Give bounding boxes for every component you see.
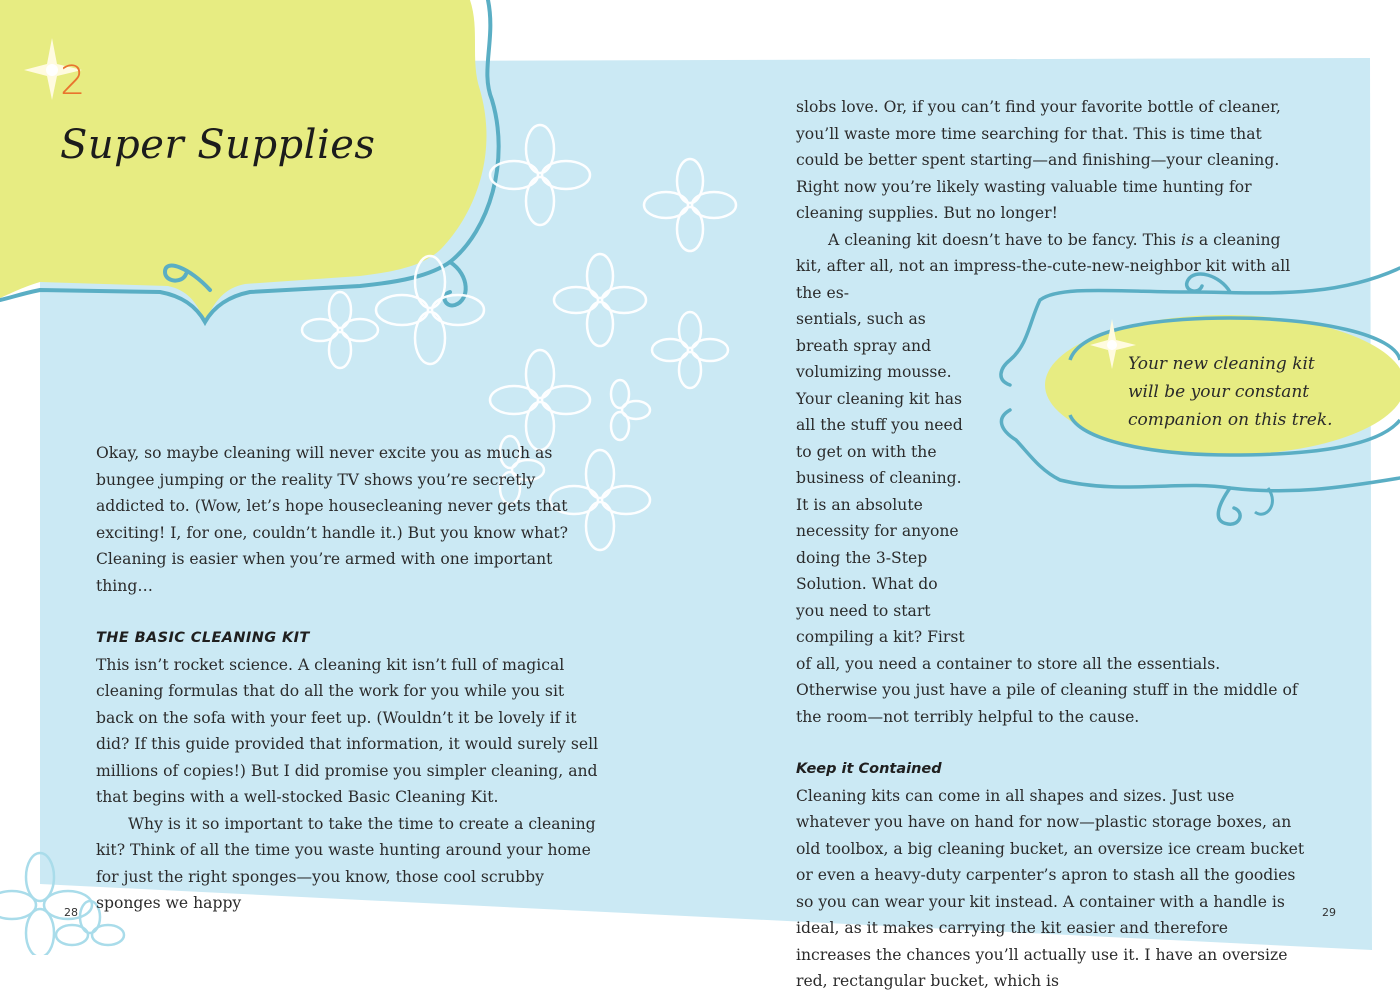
right-paragraph-2-start: A cleaning kit doesn’t have to be fancy. This is a cleaning kit, after all, not an impress-the-cute-new-neighbor kit with all the es- [796,230,1291,302]
left-paragraph-1: This isn’t rocket science. A cleaning kit isn’t full of magical cleaning formulas that do all the work for you while you sit back on the sofa with your feet up. (Wouldn’t it be lovely if it did? If this guide provided that information, it would surely sell millions of copies!) But I did promise you simpler cleaning, and that begins with a well-stocked Basic Cleaning Kit. [96,655,599,806]
left-paragraph-2: Why is it so important to take the time to create a cleaning kit? Think of all the time you waste hunting around your home for just the right sponges—you know, those cool scrubby sponges we happy [96,814,596,912]
right-paragraph-2-end: of all, you need a container to store all the essentials. Otherwise you just have a pile of cleaning stuff in the middle of the room—not terribly helpful to the cause. [796,654,1298,726]
chapter-number: 2 [60,58,86,104]
pull-quote-line-1: Your new cleaning kit [1128,354,1315,374]
intro-paragraph: Okay, so maybe cleaning will never excite you as much as bungee jumping or the reality TV shows you’re secretly addicted to. (Wow, let’s hope housecleaning never gets that exciting! I, for one, couldn’t handle it.) But you know what? Cleaning is easier when you’re armed with one important thing… [96,444,569,595]
right-page-text [796,94,1306,995]
pull-quote [1128,350,1358,434]
pull-quote-line-3: companion on this trek. [1128,410,1333,430]
page-number-right: 29 [1322,906,1336,919]
right-paragraph-1: slobs love. Or, if you can’t find your favorite bottle of cleaner, you’ll waste more time searching for that. This is time that could be better spent starting—and finishing—your cleaning. Right now you’re likely wasting valuable time hunting for cleaning supplies. But no longer! [796,98,1281,222]
section-heading: THE BASIC CLEANING KIT [96,630,310,646]
page-number-left: 28 [64,906,78,919]
left-page-text [96,440,606,917]
right-paragraph-2-wrap: sentials, such as breath spray and volumizing mousse. Your cleaning kit has all the stuff you need to get on with the business of cleaning. It is an absolute necessity for anyone doing the 3-Step Solution. What do you need to start compiling a kit? First [796,310,965,646]
chapter-title: Super Supplies [60,122,376,168]
pull-quote-line-2: will be your constant [1128,382,1310,402]
right-paragraph-3: Cleaning kits can come in all shapes and sizes. Just use whatever you have on hand for now—plastic storage boxes, an old toolbox, a big cleaning bucket, an oversize ice cream bucket or even a heavy-duty carpenter’s apron to stash all the goodies so you can wear your kit instead. A container with a handle is ideal, as it makes carrying the kit easier and therefore increases the chances you’ll actually use it. I have an oversize red, rectangular bucket, which is [796,786,1305,990]
subheading: Keep it Contained [796,761,942,777]
